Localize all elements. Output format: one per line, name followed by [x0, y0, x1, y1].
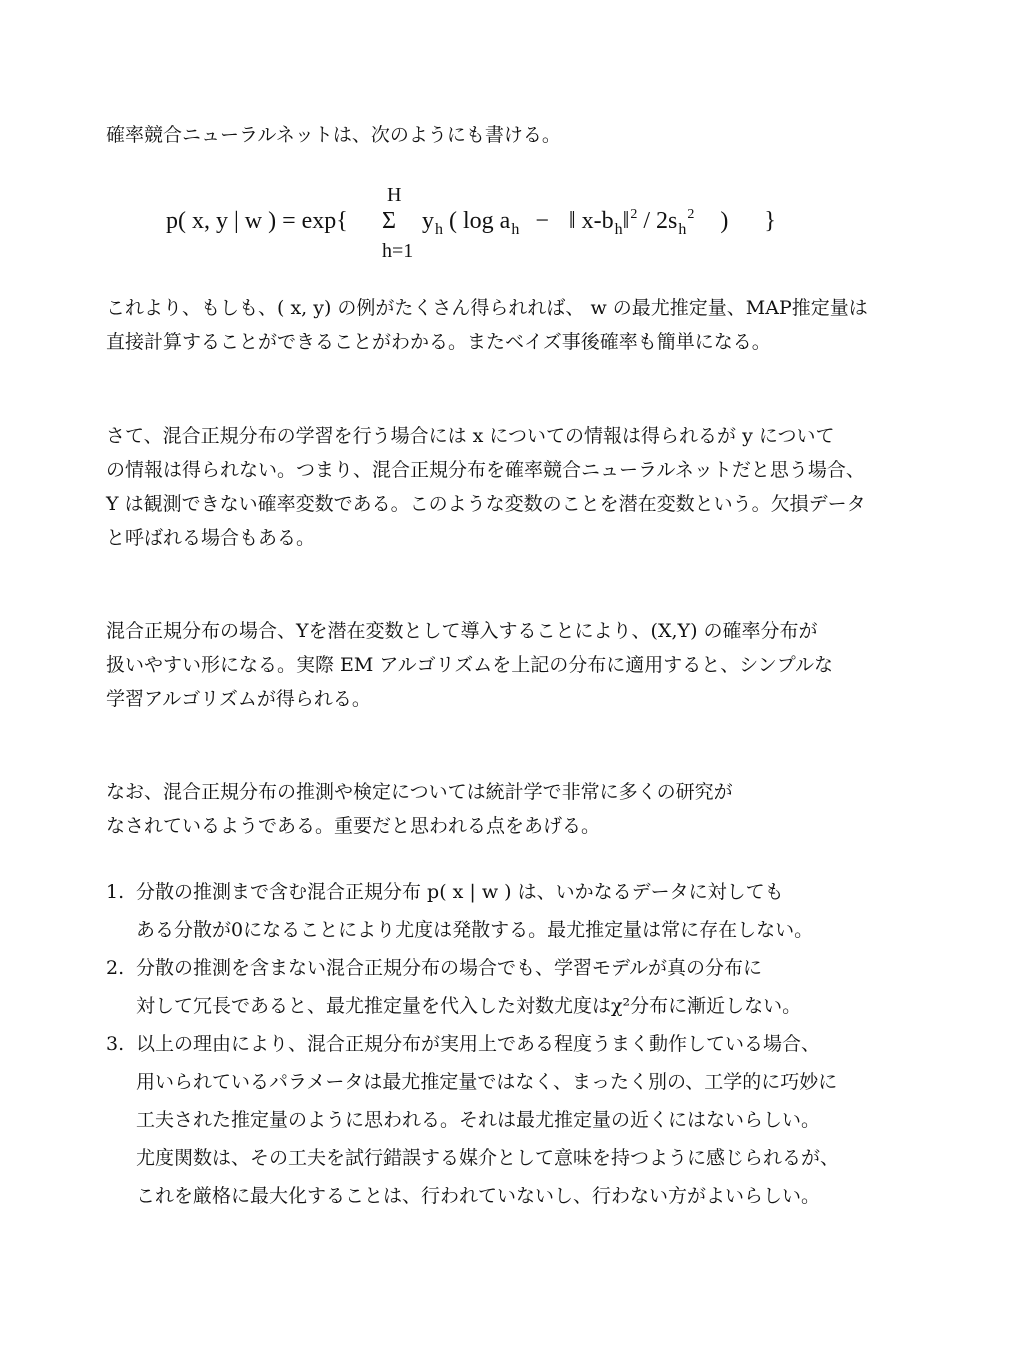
- list-item-line: ある分散が0になることにより尤度は発散する。最尤推定量は常に存在しない。: [136, 919, 814, 941]
- formula-lower-limit: h=1: [382, 240, 414, 262]
- list-item: [106, 949, 839, 1025]
- paragraph-line: と呼ばれる場合もある。: [106, 527, 316, 549]
- list-item-number: 3.: [106, 1033, 125, 1055]
- numbered-list: [106, 873, 839, 1215]
- formula-s-sub: h: [678, 221, 687, 238]
- paragraph-1: [106, 291, 868, 359]
- paragraph-line: さて、混合正規分布の学習を行う場合には x についての情報は得られるが y について: [106, 425, 835, 447]
- paragraph-4: [106, 775, 733, 843]
- formula-y-sub: h: [435, 221, 443, 238]
- paragraph-3: [106, 614, 833, 716]
- list-item-line: 工夫された推定量のように思われる。それは最尤推定量の近くにはないらしい。: [136, 1109, 821, 1131]
- formula-body: [422, 207, 776, 238]
- paragraph-line: なお、混合正規分布の推測や検定については統計学で非常に多くの研究が: [106, 781, 733, 803]
- intro-line: 確率競合ニューラルネットは、次のようにも書ける。: [106, 124, 561, 146]
- list-item-line: 分散の推測を含まない混合正規分布の場合でも、学習モデルが真の分布に: [136, 957, 763, 979]
- formula-log-sub: h: [511, 221, 520, 238]
- list-item: [106, 873, 839, 949]
- paragraph-line: Y は観測できない確率変数である。このような変数のことを潜在変数という。欠損データ: [106, 493, 866, 515]
- formula-sum-symbol: Σ: [382, 208, 396, 234]
- paragraph-line: 学習アルゴリズムが得られる。: [106, 688, 371, 710]
- formula-norm-start: ‖ x-b: [568, 208, 614, 234]
- paragraph-line: の情報は得られない。つまり、混合正規分布を確率競合ニューラルネットだと思う場合、: [106, 459, 865, 481]
- list-item-line: 対して冗長であると、最尤推定量を代入した対数尤度はχ²分布に漸近しない。: [136, 995, 802, 1017]
- list-item: [106, 1025, 839, 1215]
- paragraph-line: これより、もしも、( x, y) の例がたくさん得られれば、 w の最尤推定量、MAP推定量は: [106, 297, 868, 319]
- paragraph-2: [106, 419, 866, 555]
- formula-s-sup: 2: [687, 207, 695, 222]
- list-item-number: 2.: [106, 957, 125, 979]
- formula: [0, 0, 1024, 280]
- formula-norm-sub: h: [614, 221, 623, 238]
- list-item-line: 尤度関数は、その工夫を試行錯誤する媒介として意味を持つように感じられるが、: [136, 1147, 840, 1169]
- formula-log: ( log a: [449, 208, 511, 234]
- formula-pow2: 2: [630, 207, 638, 222]
- formula-minus: −: [535, 208, 549, 234]
- paragraph-line: 扱いやすい形になる。実際 EM アルゴリズムを上記の分布に適用すると、シンプルな: [106, 654, 834, 676]
- list-item-line: 以上の理由により、混合正規分布が実用上である程度うまく動作している場合、: [136, 1033, 821, 1055]
- formula-close-paren: ): [720, 208, 729, 234]
- list-item-line: 用いられているパラメータは最尤推定量ではなく、まったく別の、工学的に巧妙に: [136, 1071, 838, 1093]
- list-item-line: 分散の推測まで含む混合正規分布 p( x | w ) は、いかなるデータに対しても: [136, 881, 784, 903]
- formula-close-brace: }: [764, 208, 776, 234]
- paragraph-line: なされているようである。重要だと思われる点をあげる。: [106, 815, 601, 837]
- formula-div: / 2s: [643, 208, 678, 234]
- formula-norm-end: ‖: [622, 208, 630, 234]
- formula-lhs: p( x, y | w ) = exp{: [166, 208, 348, 234]
- formula-y: y: [422, 208, 434, 234]
- paragraph-line: 混合正規分布の場合、Yを潜在変数として導入することにより、(X,Y) の確率分布が: [106, 620, 818, 642]
- list-item-line: これを厳格に最大化することは、行われていないし、行わない方がよいらしい。: [136, 1185, 821, 1207]
- paragraph-line: 直接計算することができることがわかる。またベイズ事後確率も簡単になる。: [106, 331, 771, 353]
- formula-upper-limit: H: [387, 184, 402, 206]
- list-item-number: 1.: [106, 881, 125, 903]
